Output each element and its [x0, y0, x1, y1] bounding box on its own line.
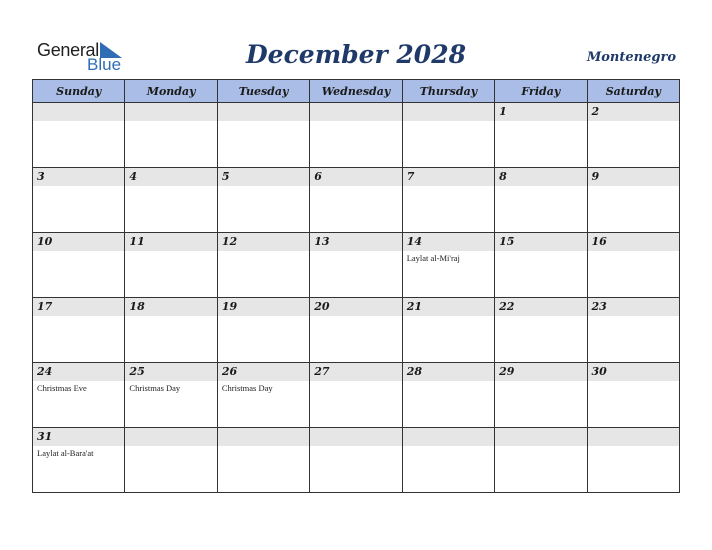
day-cell — [33, 233, 125, 298]
day-cell — [125, 103, 217, 168]
holiday-label — [495, 186, 586, 188]
holiday-label — [588, 251, 679, 253]
day-number-bar — [403, 363, 494, 381]
day-number-bar — [310, 233, 401, 251]
holiday-label — [125, 121, 216, 123]
holiday-label — [495, 251, 586, 253]
brand-general-text: General — [37, 40, 99, 60]
day-number-bar — [218, 103, 309, 121]
day-number: 8 — [499, 170, 507, 183]
day-number: 15 — [499, 235, 515, 248]
day-number-bar — [588, 428, 679, 446]
day-number-bar — [218, 298, 309, 316]
day-cell — [495, 363, 587, 428]
holiday-label — [218, 316, 309, 318]
day-number-bar — [125, 428, 216, 446]
holiday-label — [125, 446, 216, 448]
weekday-monday: Monday — [125, 80, 217, 103]
day-number-bar — [310, 168, 401, 186]
day-cell — [402, 233, 494, 298]
day-number: 5 — [221, 170, 230, 183]
day-number-bar — [403, 298, 494, 316]
day-cell — [587, 233, 679, 298]
day-cell — [217, 298, 309, 363]
day-number-bar — [125, 298, 216, 316]
day-number-bar — [310, 428, 401, 446]
country-name: Montenegro — [586, 50, 676, 65]
day-cell — [217, 428, 309, 493]
day-number-bar — [310, 363, 401, 381]
day-number: 19 — [221, 300, 238, 313]
day-number-bar — [403, 103, 494, 121]
day-number: 13 — [314, 235, 330, 248]
day-cell — [587, 363, 679, 428]
holiday-label — [403, 316, 494, 318]
day-number — [218, 103, 309, 105]
day-number-bar — [218, 363, 309, 381]
day-cell — [33, 428, 125, 493]
weekday-thursday: Thursday — [402, 80, 494, 103]
holiday-label — [125, 186, 216, 188]
day-number-bar — [33, 298, 124, 316]
day-number: 7 — [406, 170, 415, 183]
holiday-label: Christmas Day — [129, 383, 181, 393]
day-cell — [310, 233, 402, 298]
day-number: 16 — [591, 235, 607, 248]
day-number-bar — [310, 103, 401, 121]
weekday-wednesday: Wednesday — [310, 80, 402, 103]
holiday-label — [310, 316, 401, 318]
holiday-label — [403, 186, 494, 188]
day-number — [310, 103, 401, 105]
week-row — [33, 298, 680, 363]
calendar-title: December 2028 — [245, 40, 466, 69]
holiday-label — [125, 316, 216, 318]
day-cell — [587, 103, 679, 168]
day-number — [588, 428, 679, 430]
weekday-sunday: Sunday — [33, 80, 125, 103]
day-number: 12 — [221, 235, 238, 248]
day-number: 22 — [499, 300, 515, 313]
holiday-label — [310, 121, 401, 123]
holiday-label — [588, 446, 679, 448]
day-cell — [125, 428, 217, 493]
day-number-bar — [588, 363, 679, 381]
day-number — [218, 428, 309, 430]
holiday-label — [495, 446, 586, 448]
day-cell — [495, 233, 587, 298]
day-number: 3 — [37, 170, 45, 183]
day-cell — [495, 428, 587, 493]
holiday-label: Laylat al-Bara'at — [37, 448, 94, 458]
day-number: 6 — [314, 170, 322, 183]
day-number-bar — [33, 363, 124, 381]
day-number: 26 — [221, 365, 238, 378]
day-number: 27 — [314, 365, 330, 378]
holiday-label — [403, 381, 494, 383]
week-row — [33, 428, 680, 493]
day-number: 17 — [37, 300, 53, 313]
day-cell — [587, 168, 679, 233]
day-number — [125, 103, 216, 105]
holiday-label — [588, 121, 679, 123]
day-number: 24 — [37, 365, 53, 378]
holiday-label — [218, 251, 309, 253]
weekday-saturday: Saturday — [587, 80, 679, 103]
calendar-grid — [32, 79, 680, 493]
day-cell — [310, 363, 402, 428]
day-number-bar — [495, 428, 586, 446]
day-number — [33, 103, 124, 105]
day-number: 25 — [129, 365, 145, 378]
brand-blue-text: Blue — [87, 55, 122, 74]
day-cell — [587, 428, 679, 493]
day-number — [495, 428, 586, 430]
holiday-label: Christmas Eve — [37, 383, 87, 393]
day-number-bar — [495, 168, 586, 186]
day-cell — [125, 168, 217, 233]
day-cell — [587, 298, 679, 363]
day-cell — [402, 168, 494, 233]
holiday-label — [33, 316, 124, 318]
week-row — [33, 363, 680, 428]
holiday-label — [588, 186, 679, 188]
holiday-label — [310, 446, 401, 448]
holiday-label — [495, 316, 586, 318]
day-number-bar — [218, 428, 309, 446]
day-number: 31 — [37, 430, 53, 443]
holiday-label — [495, 121, 586, 123]
day-number: 30 — [591, 365, 607, 378]
day-number-bar — [495, 103, 586, 121]
day-cell — [33, 168, 125, 233]
day-number — [310, 428, 401, 430]
day-cell — [310, 168, 402, 233]
day-number-bar — [588, 103, 679, 121]
day-cell — [495, 168, 587, 233]
day-number-bar — [125, 168, 216, 186]
day-number-bar — [588, 168, 679, 186]
day-number-bar — [403, 168, 494, 186]
day-number: 23 — [591, 300, 607, 313]
holiday-label — [218, 186, 309, 188]
day-cell — [125, 298, 217, 363]
day-number — [403, 103, 494, 105]
day-number — [125, 428, 216, 430]
holiday-label — [33, 186, 124, 188]
day-number: 1 — [499, 105, 507, 118]
day-cell — [495, 298, 587, 363]
day-cell — [217, 103, 309, 168]
holiday-label — [33, 251, 124, 253]
day-number-bar — [33, 103, 124, 121]
holiday-label: Laylat al-Mi'raj — [406, 253, 460, 263]
day-cell — [125, 363, 217, 428]
holiday-label — [403, 121, 494, 123]
day-cell — [310, 103, 402, 168]
day-cell — [495, 103, 587, 168]
day-cell — [33, 298, 125, 363]
holiday-label — [33, 121, 124, 123]
holiday-label — [218, 446, 309, 448]
holiday-label — [495, 381, 586, 383]
day-number: 4 — [129, 170, 138, 183]
week-row — [33, 233, 680, 298]
day-number-bar — [495, 298, 586, 316]
holiday-label — [310, 251, 401, 253]
day-number-bar — [125, 233, 216, 251]
holiday-label — [403, 446, 494, 448]
day-cell — [217, 363, 309, 428]
day-number-bar — [218, 168, 309, 186]
holiday-label: Christmas Day — [221, 383, 273, 393]
day-cell — [402, 428, 494, 493]
day-number-bar — [33, 428, 124, 446]
holiday-label — [588, 381, 679, 383]
day-number: 18 — [129, 300, 145, 313]
day-number-bar — [125, 103, 216, 121]
week-row — [33, 103, 680, 168]
day-number-bar — [310, 298, 401, 316]
day-number-bar — [33, 168, 124, 186]
day-number-bar — [125, 363, 216, 381]
weekday-header-row — [33, 80, 680, 103]
day-cell — [33, 103, 125, 168]
day-number: 10 — [37, 235, 53, 248]
day-number — [403, 428, 494, 430]
day-number: 21 — [406, 300, 422, 313]
day-cell — [402, 363, 494, 428]
day-number: 28 — [406, 365, 422, 378]
day-cell — [402, 103, 494, 168]
day-number: 14 — [406, 235, 422, 248]
day-number-bar — [588, 298, 679, 316]
day-cell — [125, 233, 217, 298]
day-cell — [402, 298, 494, 363]
day-number-bar — [403, 233, 494, 251]
week-row — [33, 168, 680, 233]
day-cell — [33, 363, 125, 428]
day-number-bar — [588, 233, 679, 251]
day-number: 2 — [591, 105, 600, 118]
day-number: 9 — [591, 170, 600, 183]
day-cell — [310, 298, 402, 363]
holiday-label — [310, 381, 401, 383]
day-cell — [217, 168, 309, 233]
day-number: 29 — [499, 365, 515, 378]
holiday-label — [125, 251, 216, 253]
weekday-friday: Friday — [495, 80, 587, 103]
day-number-bar — [33, 233, 124, 251]
holiday-label — [310, 186, 401, 188]
day-number: 11 — [129, 235, 145, 248]
day-cell — [310, 428, 402, 493]
day-number-bar — [403, 428, 494, 446]
weekday-tuesday: Tuesday — [217, 80, 309, 103]
day-cell — [217, 233, 309, 298]
day-number-bar — [495, 363, 586, 381]
day-number-bar — [495, 233, 586, 251]
holiday-label — [218, 121, 309, 123]
day-number-bar — [218, 233, 309, 251]
day-number: 20 — [314, 300, 330, 313]
holiday-label — [588, 316, 679, 318]
